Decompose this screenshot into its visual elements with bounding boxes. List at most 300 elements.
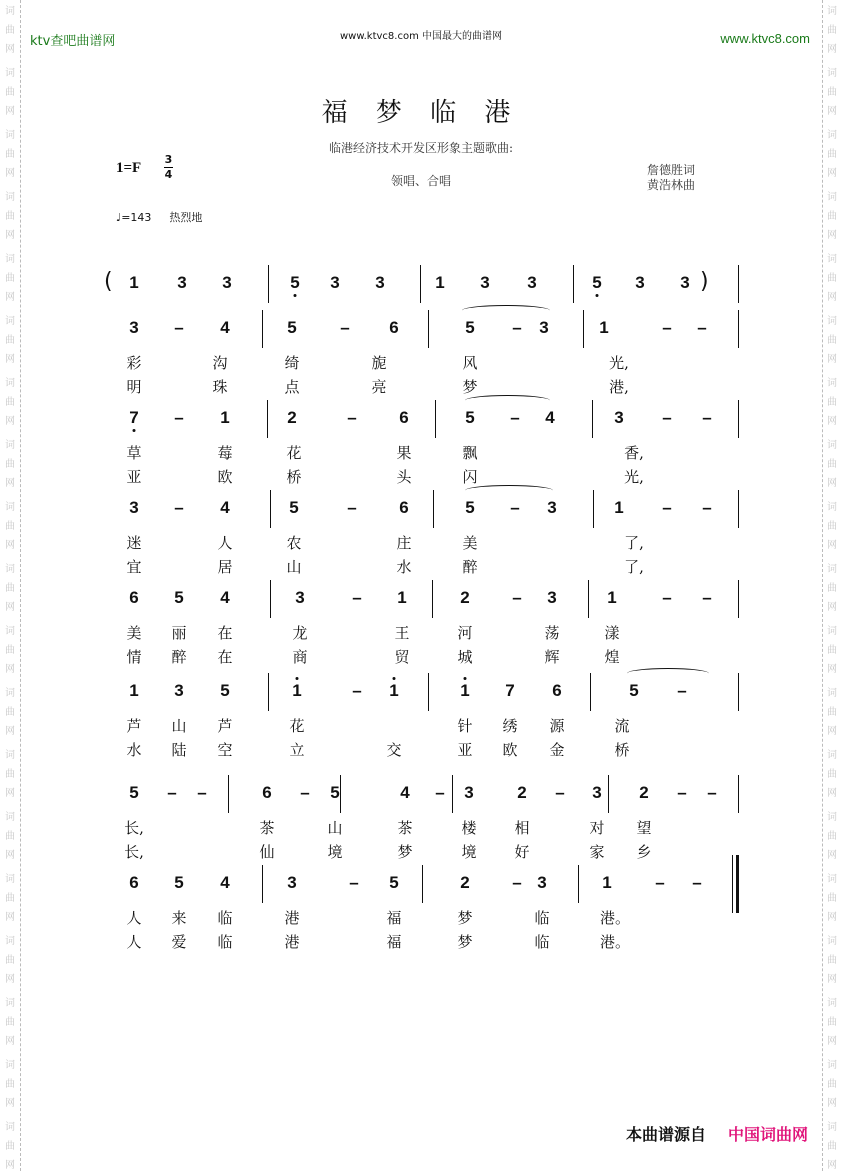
note: 3 — [129, 498, 139, 517]
note: 3 — [174, 681, 184, 700]
barline — [262, 310, 263, 348]
lyric-verse-2: 煌 — [604, 648, 620, 666]
barline — [428, 310, 429, 348]
watermark-char: 曲 — [827, 769, 837, 780]
lyric-verse-2: 辉 — [544, 648, 560, 666]
lyric-verse-2: 居 — [217, 558, 233, 576]
lyric-verse-2: 港, — [609, 378, 629, 396]
watermark-char: 词 — [5, 130, 15, 141]
watermark-char: 网 — [5, 1160, 15, 1171]
watermark-char: 网 — [827, 1160, 837, 1171]
lyric-verse-2: 临 — [217, 933, 233, 951]
barline — [738, 265, 739, 303]
lyric-verse-1: 风 — [462, 354, 478, 372]
lyric-verse-1: 迷 — [126, 534, 142, 552]
watermark-char: 网 — [827, 168, 837, 179]
lyric-verse-1: 针 — [457, 717, 473, 735]
watermark-char: 词 — [827, 378, 837, 389]
note: 1 — [382, 681, 406, 701]
tempo-value: ♩=143 — [116, 211, 152, 224]
slur — [627, 668, 709, 679]
low-octave-dot — [133, 429, 136, 432]
note: 3 — [480, 273, 490, 292]
watermark-char: 词 — [827, 874, 837, 885]
lyric-verse-2: 梦 — [397, 843, 413, 861]
note: 3 — [614, 408, 624, 427]
lyric-verse-1: 人 — [126, 909, 142, 927]
note: 5 — [465, 318, 475, 337]
lyric-verse-2: 山 — [286, 558, 302, 576]
note: 3 — [222, 273, 232, 292]
watermark-char: 曲 — [827, 1141, 837, 1152]
watermark-char: 词 — [827, 68, 837, 79]
repeat-paren-open: ( — [104, 269, 113, 294]
watermark-char: 网 — [5, 974, 15, 985]
note: 4 — [220, 318, 230, 337]
watermark-char: 曲 — [827, 335, 837, 346]
note: 3 — [592, 783, 602, 802]
watermark-char: 曲 — [5, 1017, 15, 1028]
watermark-char: 曲 — [5, 645, 15, 656]
lyric-verse-2: 欧 — [502, 741, 518, 759]
note: 3 — [295, 588, 305, 607]
lyric-verse-2: 桥 — [286, 468, 302, 486]
note: 5 — [283, 273, 307, 293]
note: 2 — [460, 588, 470, 607]
watermark-char: 词 — [5, 6, 15, 17]
dash-extension: – — [347, 498, 357, 517]
barline — [738, 490, 739, 528]
watermark-char: 曲 — [5, 1141, 15, 1152]
lyric-verse-2: 在 — [217, 648, 233, 666]
watermark-char: 网 — [5, 788, 15, 799]
lyric-verse-1: 香, — [624, 444, 644, 462]
lyric-verse-1: 光, — [609, 354, 629, 372]
lyric-verse-2: 长, — [124, 843, 144, 861]
note: 4 — [400, 783, 410, 802]
barline — [573, 265, 574, 303]
watermark-char: 网 — [827, 1036, 837, 1047]
lyric-verse-1: 龙 — [292, 624, 308, 642]
watermark-char: 词 — [827, 688, 837, 699]
watermark-char: 曲 — [827, 707, 837, 718]
lyric-verse-2: 家 — [589, 843, 605, 861]
watermark-char: 词 — [827, 130, 837, 141]
high-octave-dot — [464, 677, 467, 680]
lyric-verse-1: 王 — [394, 624, 410, 642]
note: 6 — [552, 681, 562, 700]
watermark-char: 词 — [5, 626, 15, 637]
watermark-char: 曲 — [827, 459, 837, 470]
watermark-char: 曲 — [5, 583, 15, 594]
watermark-char: 网 — [827, 416, 837, 427]
lyric-verse-1: 农 — [286, 534, 302, 552]
lyric-verse-1: 福 — [386, 909, 402, 927]
lyric-verse-1: 河 — [457, 624, 473, 642]
dash-extension: – — [677, 681, 687, 700]
lyric-verse-2: 交 — [386, 741, 402, 759]
barline — [420, 265, 421, 303]
lyric-verse-2: 闪 — [462, 468, 478, 486]
watermark-char: 网 — [5, 354, 15, 365]
lyric-verse-1: 源 — [549, 717, 565, 735]
watermark-char: 网 — [5, 664, 15, 675]
header-url: www.ktvc8.com — [720, 31, 810, 46]
lyric-verse-2: 金 — [549, 741, 565, 759]
note: 2 — [460, 873, 470, 892]
barline — [608, 775, 609, 813]
watermark-char: 词 — [5, 316, 15, 327]
note: 4 — [220, 498, 230, 517]
barline — [433, 490, 434, 528]
note: 1 — [602, 873, 612, 892]
watermark-char: 词 — [827, 440, 837, 451]
note: 6 — [389, 318, 399, 337]
note: 6 — [399, 498, 409, 517]
watermark-char: 曲 — [5, 707, 15, 718]
watermark-char: 词 — [5, 68, 15, 79]
note: 1 — [220, 408, 230, 427]
lyric-verse-2: 陆 — [171, 741, 187, 759]
watermark-char: 词 — [5, 440, 15, 451]
dash-extension: – — [340, 318, 350, 337]
watermark-char: 词 — [5, 874, 15, 885]
lyric-verse-2: 亚 — [126, 468, 142, 486]
lyric-verse-2: 临 — [534, 933, 550, 951]
watermark-char: 网 — [827, 106, 837, 117]
lyric-verse-1: 山 — [171, 717, 187, 735]
dash-extension: – — [697, 318, 707, 337]
lyric-verse-1: 旎 — [371, 354, 387, 372]
dash-extension: – — [702, 498, 712, 517]
lyric-verse-1: 临 — [534, 909, 550, 927]
watermark-char: 曲 — [5, 831, 15, 842]
barline — [738, 310, 739, 348]
lyric-verse-2: 桥 — [614, 741, 630, 759]
barline — [432, 580, 433, 618]
watermark-char: 曲 — [5, 149, 15, 160]
watermark-char: 曲 — [827, 87, 837, 98]
final-barline-thick — [736, 855, 739, 913]
lyric-verse-2: 商 — [292, 648, 308, 666]
watermark-char: 词 — [827, 254, 837, 265]
slur — [465, 485, 553, 496]
note: 5 — [389, 873, 399, 892]
lyric-verse-1: 莓 — [217, 444, 233, 462]
lyric-verse-2: 醉 — [462, 558, 478, 576]
watermark-char: 网 — [827, 354, 837, 365]
lyric-verse-1: 在 — [217, 624, 233, 642]
header-site-name: ktv查吧曲谱网 — [30, 34, 116, 49]
watermark-char: 曲 — [827, 25, 837, 36]
dash-extension: – — [167, 783, 177, 802]
lyric-verse-2: 立 — [289, 741, 305, 759]
lyric-verse-1: 果 — [396, 444, 412, 462]
lyric-verse-1: 港。 — [600, 909, 631, 927]
lyric-verse-2: 港。 — [600, 933, 631, 951]
watermark-char: 网 — [5, 912, 15, 923]
watermark-char: 曲 — [827, 521, 837, 532]
note: 3 — [330, 273, 340, 292]
note: 5 — [174, 588, 184, 607]
note: 5 — [289, 498, 299, 517]
barline — [583, 310, 584, 348]
note: 1 — [453, 681, 477, 701]
watermark-char: 网 — [5, 1036, 15, 1047]
dash-extension: – — [352, 681, 362, 700]
lyric-verse-1: 花 — [289, 717, 305, 735]
note: 3 — [177, 273, 187, 292]
watermark-char: 词 — [5, 1122, 15, 1133]
watermark-char: 曲 — [827, 273, 837, 284]
credits — [647, 163, 695, 193]
footer-source — [626, 1122, 808, 1145]
footer-site-link[interactable]: 中国词曲网 — [727, 1125, 808, 1144]
note: 4 — [545, 408, 555, 427]
lyric-verse-2: 水 — [396, 558, 412, 576]
note: 2 — [639, 783, 649, 802]
watermark-char: 词 — [827, 1060, 837, 1071]
note: 4 — [220, 873, 230, 892]
watermark-char: 曲 — [827, 149, 837, 160]
barline — [270, 580, 271, 618]
note: 5 — [287, 318, 297, 337]
low-octave-dot — [596, 294, 599, 297]
watermark-char: 曲 — [5, 1079, 15, 1090]
note: 1 — [435, 273, 445, 292]
watermark-char: 曲 — [5, 87, 15, 98]
dash-extension: – — [662, 318, 672, 337]
watermark-char: 曲 — [5, 769, 15, 780]
lyric-verse-2: 人 — [126, 933, 142, 951]
note: 2 — [517, 783, 527, 802]
lyric-verse-1: 彩 — [126, 354, 142, 372]
composer: 黄浩林曲 — [647, 178, 696, 192]
dash-extension: – — [352, 588, 362, 607]
barline — [340, 775, 341, 813]
barline — [588, 580, 589, 618]
dash-extension: – — [435, 783, 445, 802]
note: 6 — [262, 783, 272, 802]
note: 5 — [174, 873, 184, 892]
watermark-char: 网 — [5, 726, 15, 737]
watermark-char: 曲 — [5, 273, 15, 284]
watermark-char: 网 — [5, 292, 15, 303]
barline — [267, 400, 268, 438]
watermark-char: 词 — [5, 998, 15, 1009]
watermark-char: 词 — [5, 936, 15, 947]
song-subtitle: 临港经济技术开发区形象主题歌曲: — [328, 141, 514, 155]
watermark-char: 网 — [5, 416, 15, 427]
dash-extension: – — [300, 783, 310, 802]
watermark-char: 词 — [5, 1060, 15, 1071]
watermark-char: 词 — [5, 378, 15, 389]
note: 3 — [129, 318, 139, 337]
lyric-verse-2: 福 — [386, 933, 402, 951]
watermark-char: 词 — [827, 192, 837, 203]
note: 5 — [629, 681, 639, 700]
note: 2 — [287, 408, 297, 427]
note: 1 — [285, 681, 309, 701]
watermark-char: 词 — [827, 1122, 837, 1133]
lyric-verse-2: 城 — [457, 648, 473, 666]
lyric-verse-2: 境 — [461, 843, 477, 861]
watermark-char: 词 — [5, 750, 15, 761]
note: 1 — [599, 318, 609, 337]
watermark-char: 曲 — [5, 335, 15, 346]
lyric-verse-2: 明 — [126, 378, 142, 396]
note: 6 — [129, 873, 139, 892]
dash-extension: – — [655, 873, 665, 892]
watermark-char: 词 — [827, 564, 837, 575]
lyric-verse-1: 漾 — [604, 624, 620, 642]
watermark-char: 网 — [5, 850, 15, 861]
lyric-verse-1: 绣 — [502, 717, 518, 735]
note: 5 — [330, 783, 340, 802]
note: 3 — [537, 873, 547, 892]
lyric-verse-2: 梦 — [457, 933, 473, 951]
watermark-char: 曲 — [5, 893, 15, 904]
watermark-char: 词 — [827, 502, 837, 513]
lyric-verse-2: 贸 — [394, 648, 410, 666]
note: 1 — [607, 588, 617, 607]
lyric-verse-2: 了, — [624, 558, 644, 576]
watermark-char: 网 — [5, 168, 15, 179]
watermark-char: 曲 — [5, 459, 15, 470]
lyric-verse-2: 乡 — [636, 843, 652, 861]
note: 1 — [397, 588, 407, 607]
dash-extension: – — [512, 588, 522, 607]
lyric-verse-2: 光, — [624, 468, 644, 486]
note: 5 — [129, 783, 139, 802]
barline — [738, 775, 739, 813]
note: 6 — [129, 588, 139, 607]
dash-extension: – — [662, 408, 672, 427]
dash-extension: – — [174, 318, 184, 337]
watermark-char: 词 — [827, 626, 837, 637]
note: 3 — [375, 273, 385, 292]
watermark-char: 网 — [5, 602, 15, 613]
high-octave-dot — [296, 677, 299, 680]
lyric-verse-2: 梦 — [462, 378, 478, 396]
watermark-char: 网 — [5, 478, 15, 489]
barline — [262, 865, 263, 903]
lyric-verse-1: 茶 — [259, 819, 275, 837]
dash-extension: – — [702, 408, 712, 427]
note: 3 — [680, 273, 690, 292]
watermark-char: 网 — [5, 44, 15, 55]
lyric-verse-1: 丽 — [171, 624, 187, 642]
watermark-char: 网 — [827, 1098, 837, 1109]
lyric-verse-2: 情 — [126, 648, 142, 666]
lyric-verse-1: 茶 — [397, 819, 413, 837]
lyric-verse-1: 美 — [126, 624, 142, 642]
note: 3 — [287, 873, 297, 892]
lyric-verse-1: 对 — [589, 819, 605, 837]
lyric-verse-1: 芦 — [217, 717, 233, 735]
lyric-verse-1: 荡 — [544, 624, 560, 642]
dash-extension: – — [197, 783, 207, 802]
watermark-char: 曲 — [827, 211, 837, 222]
dash-extension: – — [677, 783, 687, 802]
watermark-char: 网 — [5, 230, 15, 241]
lyric-verse-1: 港 — [284, 909, 300, 927]
watermark-char: 曲 — [827, 1017, 837, 1028]
song-title: 福 梦 临 港 — [321, 98, 521, 128]
barline — [578, 865, 579, 903]
lyric-verse-1: 来 — [171, 909, 187, 927]
barline — [428, 673, 429, 711]
dash-extension: – — [702, 588, 712, 607]
watermark-char: 网 — [827, 230, 837, 241]
watermark-char: 网 — [827, 664, 837, 675]
note: 3 — [464, 783, 474, 802]
lyric-verse-1: 芦 — [126, 717, 142, 735]
watermark-char: 网 — [5, 106, 15, 117]
watermark-char: 网 — [827, 726, 837, 737]
lyric-verse-1: 长, — [124, 819, 144, 837]
lyric-verse-2: 头 — [396, 468, 412, 486]
lyric-verse-1: 绮 — [284, 354, 300, 372]
lyric-verse-2: 欧 — [217, 468, 233, 486]
watermark-char: 曲 — [827, 893, 837, 904]
note: 3 — [547, 498, 557, 517]
lyric-verse-1: 梦 — [457, 909, 473, 927]
dash-extension: – — [510, 498, 520, 517]
barline — [452, 775, 453, 813]
watermark-char: 网 — [827, 974, 837, 985]
watermark-char: 曲 — [5, 25, 15, 36]
barline — [738, 673, 739, 711]
watermark-char: 网 — [827, 602, 837, 613]
note: 3 — [527, 273, 537, 292]
lyric-verse-2: 港 — [284, 933, 300, 951]
lyric-verse-1: 望 — [636, 819, 652, 837]
dash-extension: – — [510, 408, 520, 427]
barline — [422, 865, 423, 903]
watermark-char: 词 — [827, 750, 837, 761]
watermark-char: 曲 — [827, 583, 837, 594]
lyric-verse-2: 醉 — [171, 648, 187, 666]
slur — [465, 395, 550, 406]
lyricist: 詹德胜词 — [647, 163, 696, 177]
watermark-char: 词 — [5, 254, 15, 265]
key-signature: 1=F — [116, 160, 142, 176]
note: 1 — [129, 681, 139, 700]
lyric-verse-2: 空 — [217, 741, 233, 759]
note: 5 — [220, 681, 230, 700]
repeat-paren-close: ) — [700, 269, 709, 294]
watermark-char: 曲 — [5, 955, 15, 966]
lyric-verse-2: 珠 — [212, 378, 228, 396]
dash-extension: – — [662, 498, 672, 517]
note: 4 — [220, 588, 230, 607]
lyric-verse-1: 沟 — [212, 354, 228, 372]
note: 3 — [635, 273, 645, 292]
lyric-verse-2: 宜 — [126, 558, 142, 576]
high-octave-dot — [393, 677, 396, 680]
barline — [590, 673, 591, 711]
tempo-marking — [116, 209, 202, 225]
dash-extension: – — [174, 498, 184, 517]
lyric-verse-1: 临 — [217, 909, 233, 927]
barline — [435, 400, 436, 438]
watermark-char: 网 — [827, 478, 837, 489]
footer-source-label: 本曲谱源自 — [625, 1125, 706, 1144]
dash-extension: – — [707, 783, 717, 802]
barline — [268, 673, 269, 711]
note: 1 — [614, 498, 624, 517]
